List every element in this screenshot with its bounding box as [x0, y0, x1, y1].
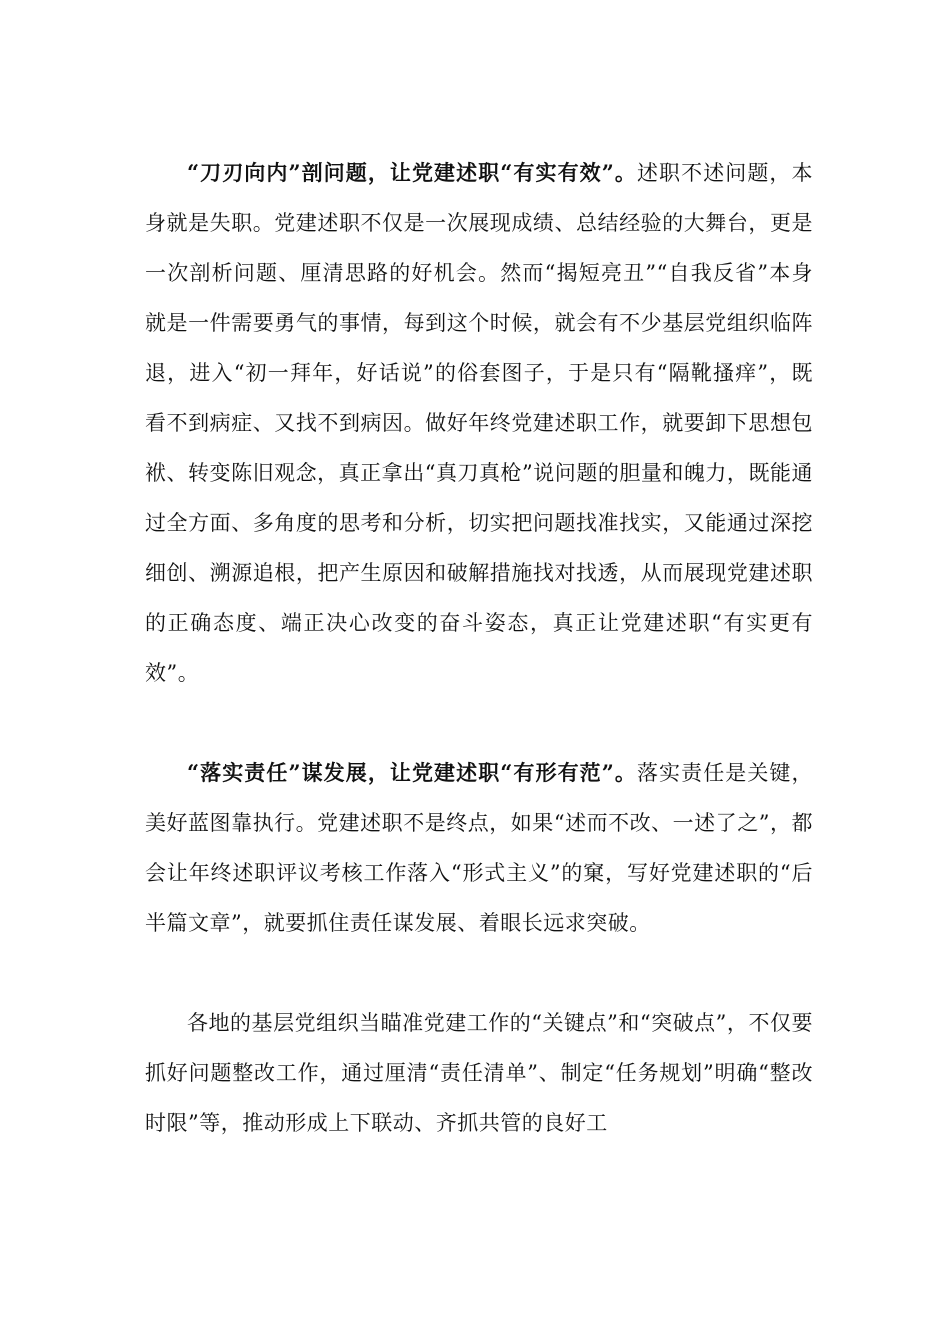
paragraph-1	[145, 148, 813, 698]
paragraph-1-body: 述职不述问题，本身就是失职。党建述职不仅是一次展现成绩、总结经验的大舞台，更是一次剖析问题、厘清思路的好机会。然而“揭短亮丑”“自我反省”本身就是一件需要勇气的事情，每到这个时候，就会有不少基层党组织临阵退，进入“初一拜年，好话说”的俗套图子，于是只有“隔靴搔痒”，既看不到病症、又找不到病因。做好年终党建述职工作，就要卸下思想包袱、转变陈旧观念，真正拿出“真刀真枪”说问题的胆量和魄力，既能通过全方面、多角度的思考和分析，切实把问题找准找实，又能通过深挖细创、溯源追根，把产生原因和破解措施找对找透，从而展现党建述职的正确态度、端正决心改变的奋斗姿态，真正让党建述职“有实更有效”。	[145, 161, 813, 685]
paragraph-3	[145, 998, 813, 1148]
document-page	[145, 148, 813, 1148]
paragraph-1-heading: “刀刃向内”剖问题，让党建述职“有实有效”。	[187, 160, 637, 185]
paragraph-2-heading: “落实责任”谋发展，让党建述职“有形有范”。	[187, 760, 637, 785]
paragraph-2-body: 落实责任是关键，美好蓝图靠执行。党建述职不是终点，如果“述而不改、一述了之”，都会让年终述职评议考核工作落入“形式主义”的窠，写好党建述职的“后半篇文章”，就要抓住责任谋发展、着眼长远求突破。	[145, 761, 813, 935]
paragraph-2	[145, 748, 813, 948]
paragraph-3-body: 各地的基层党组织当瞄准党建工作的“关键点”和“突破点”，不仅要抓好问题整改工作，通过厘清“责任清单”、制定“任务规划”明确“整改时限”等，推动形成上下联动、齐抓共管的良好工	[145, 1011, 813, 1135]
